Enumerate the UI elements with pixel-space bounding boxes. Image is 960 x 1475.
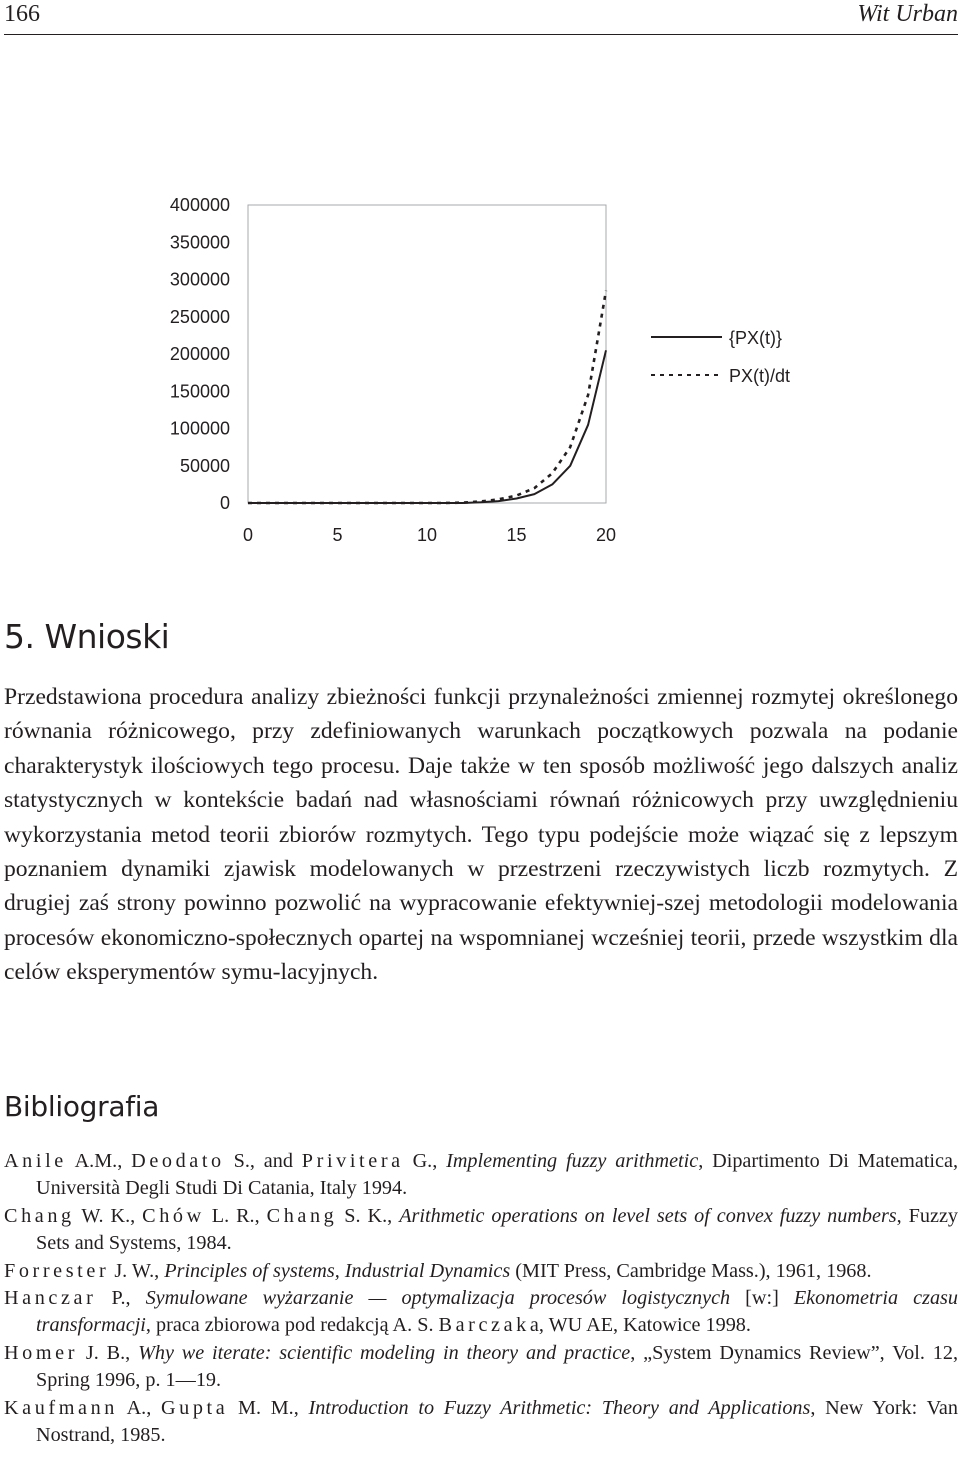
bibliography-heading: Bibliografia — [4, 1090, 160, 1123]
x-tick-label: 15 — [506, 525, 527, 545]
author-name: Forrester — [4, 1259, 110, 1282]
citation-text: W. K., — [74, 1204, 143, 1227]
y-tick-label: 250000 — [169, 306, 230, 327]
work-title: Why we iterate: scientific modeling in theory and practice — [138, 1341, 631, 1364]
bibliography-entry — [4, 1395, 958, 1450]
citation-text: , New York: Van Nostrand, 1985. — [36, 1396, 958, 1447]
author-name: Privitera — [301, 1150, 404, 1172]
citation-text: M. M., — [228, 1396, 309, 1419]
work-title: Ekonometria czasu transformacji — [36, 1287, 959, 1337]
bibliography-list — [4, 1148, 958, 1449]
work-title: Principles of systems, Industrial Dynamics — [164, 1259, 511, 1282]
legend-label-1: {PX(t)} — [729, 328, 783, 348]
y-tick-label: 0 — [219, 493, 230, 513]
citation-text: J. B., — [78, 1341, 139, 1364]
author-name: Gupta — [160, 1396, 229, 1419]
x-tick-label: 0 — [242, 525, 254, 545]
y-tick-label: 200000 — [169, 344, 230, 364]
author-name: Deodato — [131, 1150, 225, 1172]
citation-text: , „System Dynamics Review”, Vol. 12, Spring 1996, p. 1—19. — [36, 1341, 959, 1392]
bibliography-entry — [4, 1148, 958, 1203]
y-tick-label: 400000 — [169, 195, 230, 215]
author-name: Hanczar — [4, 1287, 97, 1310]
citation-text: P., — [96, 1287, 146, 1310]
x-tick-label: 5 — [332, 525, 343, 545]
citation-text: G., — [403, 1150, 447, 1172]
series-line-2 — [248, 291, 606, 503]
y-tick-label: 300000 — [169, 269, 230, 290]
x-tick-label: 10 — [416, 525, 438, 545]
citation-text: (MIT Press, Cambridge Mass.), 1961, 1968. — [510, 1259, 872, 1282]
bibliography-entry — [4, 1203, 958, 1258]
work-title: Introduction to Fuzzy Arithmetic: Theory and Applications — [308, 1396, 811, 1419]
citation-text: S. K., — [337, 1204, 400, 1227]
line-chart — [0, 0, 960, 600]
plot-area-frame — [248, 205, 606, 503]
citation-text: L. R., — [204, 1204, 267, 1227]
author-name: Chang — [4, 1204, 75, 1227]
running-head: Wit Urban — [857, 1, 958, 27]
citation-text: A.M., — [66, 1150, 132, 1172]
citation-text: [w:] — [730, 1287, 794, 1310]
y-tick-label: 150000 — [169, 381, 230, 402]
author-name: Chang — [266, 1204, 338, 1227]
y-tick-label: 350000 — [169, 232, 230, 253]
series-line-1 — [248, 350, 606, 503]
work-title: Arithmetic operations on level sets of convex fuzzy numbers — [399, 1204, 897, 1227]
author-name: Chów — [142, 1204, 205, 1227]
citation-text: , Fuzzy Sets and Systems, 1984. — [36, 1204, 958, 1255]
citation-text: , Dipartimento Di Matematica, Università Degli Studi Di Catania, Italy 1994. — [36, 1150, 959, 1200]
y-tick-label: 50000 — [179, 455, 230, 476]
legend-label-2: PX(t)/dt — [729, 366, 791, 386]
work-title: Symulowane wyżarzanie — optymalizacja procesów logistycznych — [145, 1287, 731, 1310]
citation-text: A., — [118, 1396, 161, 1419]
author-name: Anile — [4, 1150, 67, 1172]
section-heading: 5. Wnioski — [4, 617, 170, 656]
page-number: 166 — [4, 1, 40, 27]
author-name: Homer — [4, 1341, 79, 1364]
citation-text: S., and — [224, 1150, 302, 1172]
citation-text: , praca zbiorowa pod redakcją A. S. — [145, 1314, 439, 1337]
y-tick-label: 100000 — [169, 418, 230, 439]
citation-text: a, WU AE, Katowice 1998. — [529, 1314, 751, 1337]
author-name: Kaufmann — [4, 1396, 119, 1419]
body-paragraph: Przedstawiona procedura analizy zbieżności funkcji przynależności zmiennej rozmytej określonego równania różnicowego, przy zdefiniowanych warunkach początkowych pozwala na podanie charakterystyk ilościowych tego procesu. Daje także w ten sposób możliwość jego dalszych analiz statystycznych w kontekście badań nad własnościami równań różnicowych przy uwzględnieniu wykorzystania metod teorii zbiorów rozmytych. Tego typu podejście może wiązać się z lepszym poznaniem dynamiki zjawisk modelowanych w przestrzeni rzeczywistych liczb rozmytych. Z drugiej zaś strony powinno pozwolić na wypracowanie efektywniej-szej metodologii modelowania procesów ekonomiczno-społecznych opartej na wspomnianej wcześniej teorii, przede wszystkim dla celów eksperymentów symu-lacyjnych. — [4, 684, 958, 986]
work-title: Implementing fuzzy arithmetic — [446, 1150, 699, 1172]
author-name: Barczak — [438, 1314, 530, 1337]
bibliography-entry — [4, 1285, 958, 1340]
citation-text: J. W., — [109, 1259, 165, 1282]
bibliography-entry — [4, 1340, 958, 1395]
bibliography-entry — [4, 1258, 958, 1285]
x-tick-label: 20 — [595, 525, 617, 545]
